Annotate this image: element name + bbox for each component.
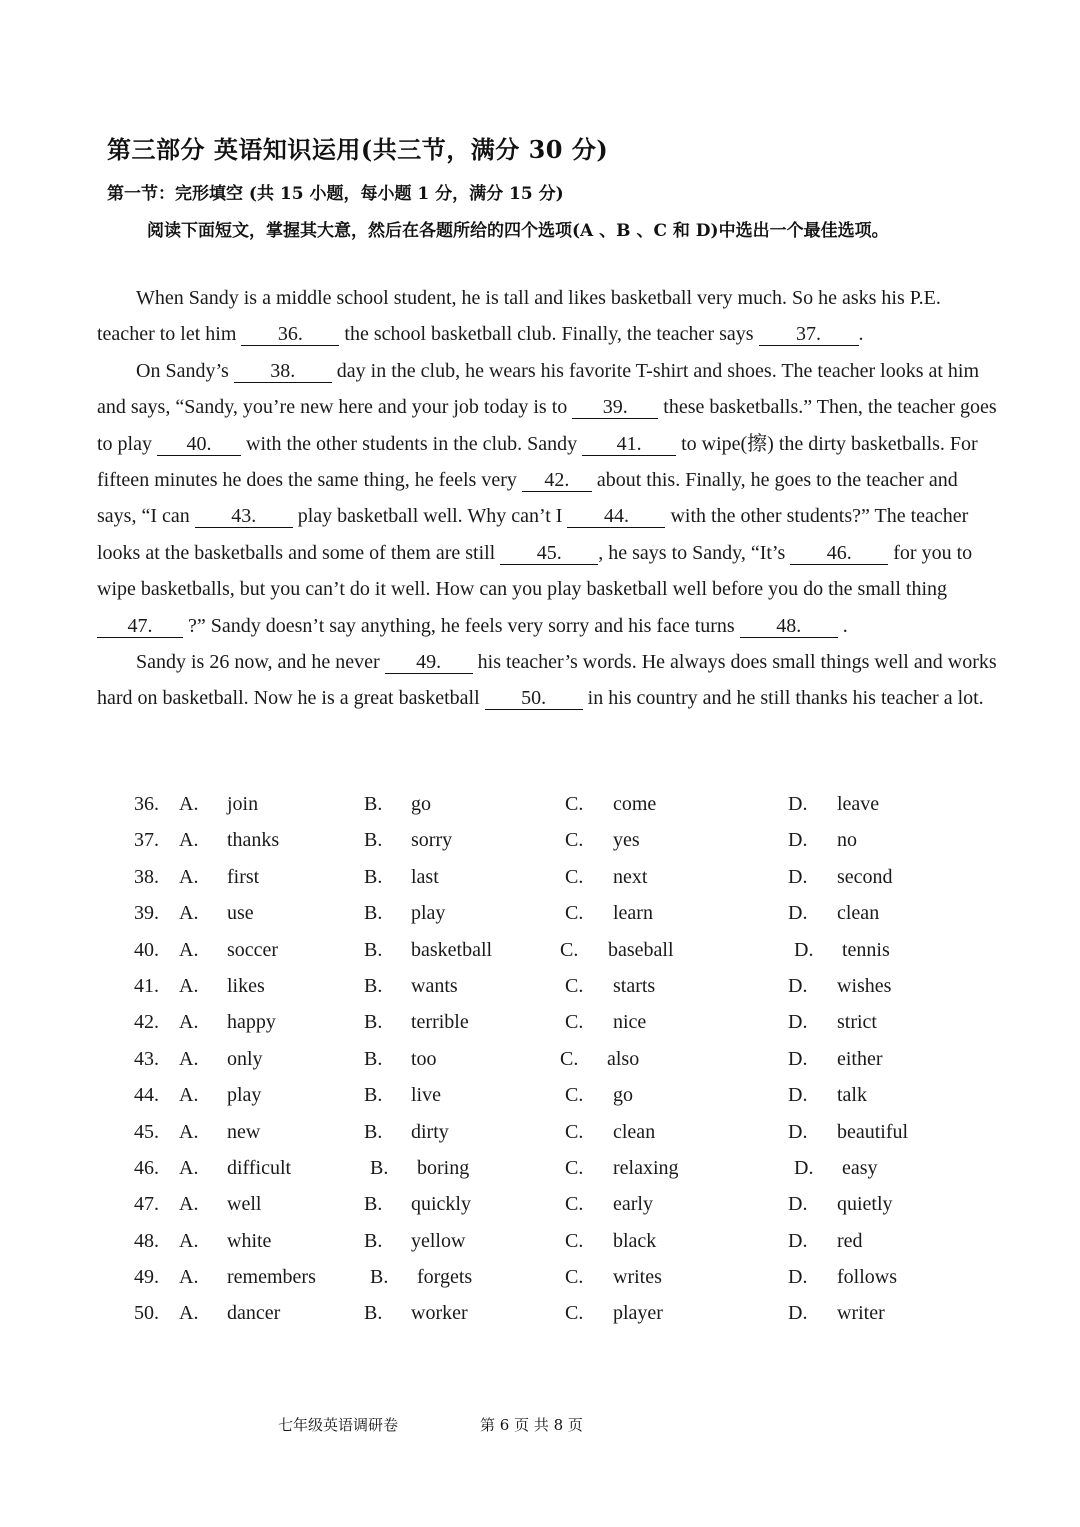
option-row (134, 1004, 954, 1040)
section-title: 第一节：完形填空 (共 15 小题，每小题 1 分，满分 15 分) (107, 184, 564, 204)
option-b: last (411, 865, 439, 888)
option-a: first (227, 865, 260, 888)
option-a: well (227, 1193, 262, 1216)
question-number: 36. (134, 793, 159, 815)
exam-name: 七年级英语调研卷 (278, 1416, 399, 1434)
blank-44: 44. (567, 505, 665, 528)
option-letter-d: D. (788, 1193, 808, 1216)
option-letter-a: A. (179, 938, 199, 961)
option-letter-b: B. (364, 1084, 383, 1107)
option-c: writes (613, 1266, 662, 1289)
option-c: yes (613, 829, 640, 852)
blank-39: 39. (572, 396, 658, 419)
option-letter-c: C. (565, 1084, 584, 1107)
option-letter-a: A. (179, 1302, 199, 1325)
option-letter-a: A. (179, 1120, 199, 1143)
option-a: dancer (227, 1302, 281, 1325)
option-c: clean (613, 1120, 656, 1143)
option-letter-a: A. (179, 1011, 199, 1034)
option-letter-b: B. (364, 793, 383, 815)
option-letter-d: D. (788, 1229, 808, 1252)
option-row (134, 1114, 954, 1150)
option-letter-c: C. (565, 1302, 584, 1325)
option-d: talk (837, 1084, 867, 1107)
option-letter-a: A. (179, 1156, 199, 1179)
option-letter-c: C. (565, 1120, 584, 1143)
option-d: red (837, 1229, 863, 1252)
option-row (134, 968, 954, 1004)
option-letter-c: C. (565, 974, 584, 997)
option-letter-d: D. (788, 1266, 808, 1289)
option-row (134, 895, 954, 931)
blank-49: 49. (385, 651, 473, 674)
option-a: white (227, 1229, 272, 1252)
option-row (134, 859, 954, 895)
part-title: 第三部分 英语知识运用(共三节，满分 30 分) (107, 135, 609, 164)
option-b: wants (411, 974, 458, 997)
option-letter-b: B. (364, 1193, 383, 1216)
option-letter-b: B. (364, 974, 383, 997)
option-b: boring (417, 1156, 470, 1179)
passage-text: his teacher’s words. He always does small things well and works hard on basketball. Now he is a great basketball (97, 651, 997, 710)
option-letter-a: A. (179, 974, 199, 997)
option-row (134, 822, 954, 858)
option-letter-b: B. (364, 938, 383, 961)
option-letter-d: D. (794, 1156, 814, 1179)
question-number: 44. (134, 1084, 159, 1107)
question-number: 42. (134, 1011, 159, 1034)
passage-text: . (858, 323, 864, 346)
option-row (134, 1077, 954, 1113)
option-d: leave (837, 793, 880, 815)
option-row (134, 932, 954, 968)
option-c: black (613, 1229, 657, 1252)
option-c: player (613, 1302, 663, 1325)
passage-text: When Sandy is a middle school student, he is tall and likes basketball very much. So he asks his P.E. teacher to let him (97, 287, 941, 346)
passage-text: the school basketball club. Finally, the teacher says (339, 323, 759, 346)
option-letter-b: B. (364, 1120, 383, 1143)
option-row (134, 1259, 954, 1295)
option-letter-c: C. (565, 1229, 584, 1252)
option-letter-c: C. (560, 938, 579, 961)
question-number: 48. (134, 1229, 159, 1252)
option-letter-a: A. (179, 829, 199, 852)
option-letter-d: D. (788, 1120, 808, 1143)
option-c: next (613, 865, 648, 888)
option-letter-d: D. (788, 1302, 808, 1325)
option-d: beautiful (837, 1120, 909, 1143)
option-letter-d: D. (788, 793, 808, 815)
option-letter-b: B. (364, 1011, 383, 1034)
option-b: quickly (411, 1193, 471, 1216)
passage-text: , he says to Sandy, “It’s (598, 541, 791, 564)
option-c: relaxing (613, 1156, 679, 1179)
option-letter-d: D. (788, 829, 808, 852)
question-number: 41. (134, 974, 159, 997)
option-letter-a: A. (179, 1229, 199, 1252)
passage-text: with the other students?” The teacher looks at the basketballs and some of them are still (97, 505, 969, 564)
question-number: 45. (134, 1120, 159, 1143)
passage-text: these basketballs.” Then, the teacher goes to play (97, 396, 997, 455)
passage-text: ?” Sandy doesn’t say anything, he feels very sorry and his face turns (183, 614, 740, 637)
option-b: basketball (411, 938, 493, 961)
option-c: go (613, 1084, 633, 1107)
option-a: play (227, 1084, 262, 1107)
option-d: easy (842, 1156, 878, 1179)
option-b: terrible (411, 1011, 469, 1034)
passage-text: with the other students in the club. Sandy (241, 432, 583, 455)
option-d: follows (837, 1266, 897, 1289)
option-row (134, 1223, 954, 1259)
option-b: go (411, 793, 431, 815)
passage-text: about this. Finally, he goes to the teacher and says, “I can (97, 469, 958, 528)
blank-47: 47. (97, 615, 183, 638)
option-b: play (411, 902, 446, 925)
option-letter-c: C. (565, 1011, 584, 1034)
option-letter-d: D. (788, 1047, 808, 1070)
page-footer (278, 1414, 583, 1435)
passage-text: day in the club, he wears his favorite T-shirt and shoes. The teacher looks at him and says, “Sandy, you’re new here and your job today is to (97, 359, 980, 419)
blank-41: 41. (582, 433, 676, 456)
option-c: come (613, 793, 657, 815)
option-letter-c: C. (565, 865, 584, 888)
option-a: only (227, 1047, 263, 1070)
option-d: no (837, 829, 857, 852)
passage-text: to wipe(擦) the dirty basketballs. For fifteen minutes he does the same thing, he feels very (97, 432, 978, 492)
option-a: soccer (227, 938, 279, 961)
question-number: 39. (134, 902, 159, 925)
option-d: either (837, 1047, 883, 1070)
option-a: difficult (227, 1156, 292, 1179)
option-row (134, 1295, 954, 1331)
option-row (134, 786, 954, 822)
option-d: tennis (842, 938, 890, 961)
option-a: use (227, 902, 254, 925)
answer-options (134, 786, 954, 1332)
question-number: 38. (134, 865, 159, 888)
passage-paragraph-2 (97, 353, 997, 644)
option-b: too (411, 1047, 437, 1070)
option-a: remembers (227, 1266, 316, 1289)
option-c: learn (613, 902, 653, 925)
question-number: 47. (134, 1193, 159, 1216)
option-letter-d: D. (788, 902, 808, 925)
option-letter-b: B. (370, 1266, 389, 1289)
page-number: 第 6 页 共 8 页 (480, 1416, 583, 1434)
option-letter-c: C. (560, 1047, 579, 1070)
option-letter-c: C. (565, 1193, 584, 1216)
question-number: 49. (134, 1266, 159, 1289)
blank-45: 45. (500, 542, 598, 565)
option-letter-d: D. (788, 1084, 808, 1107)
option-row (134, 1150, 954, 1186)
option-b: dirty (411, 1120, 449, 1143)
option-c: early (613, 1193, 653, 1216)
passage-text: Sandy is 26 now, and he never (136, 651, 385, 674)
option-letter-a: A. (179, 865, 199, 888)
option-letter-c: C. (565, 1156, 584, 1179)
passage-paragraph-3 (97, 644, 997, 717)
option-row (134, 1186, 954, 1222)
question-number: 37. (134, 829, 159, 852)
option-letter-c: C. (565, 1266, 584, 1289)
option-b: yellow (411, 1229, 466, 1252)
option-b: sorry (411, 829, 453, 852)
option-d: wishes (837, 974, 892, 997)
option-a: likes (227, 974, 265, 997)
option-letter-a: A. (179, 1266, 199, 1289)
option-a: join (227, 793, 259, 815)
instructions: 阅读下面短文，掌握其大意，然后在各题所给的四个选项(A 、B 、C 和 D)中选出一个最佳选项。 (147, 221, 889, 241)
passage-text: On Sandy’s (136, 359, 234, 382)
option-d: clean (837, 902, 880, 925)
option-d: strict (837, 1011, 877, 1034)
option-c: nice (613, 1011, 647, 1034)
option-letter-a: A. (179, 1047, 199, 1070)
blank-46: 46. (790, 542, 888, 565)
passage-text: for you to wipe basketballs, but you can’t do it well. How can you play basketball well before you do the small thing (97, 541, 973, 601)
option-letter-c: C. (565, 829, 584, 852)
option-letter-d: D. (788, 974, 808, 997)
option-letter-b: B. (364, 1047, 383, 1070)
question-number: 50. (134, 1302, 159, 1325)
passage-paragraph-1 (97, 280, 997, 353)
blank-36: 36. (241, 323, 339, 346)
option-letter-d: D. (794, 938, 814, 961)
option-row (134, 1041, 954, 1077)
option-a: happy (227, 1011, 276, 1034)
option-d: second (837, 865, 893, 888)
passage-text: play basketball well. Why can’t I (292, 505, 568, 528)
blank-40: 40. (157, 433, 241, 456)
blank-42: 42. (522, 469, 592, 492)
blank-48: 48. (740, 615, 838, 638)
question-number: 40. (134, 938, 159, 961)
option-letter-d: D. (788, 865, 808, 888)
option-letter-c: C. (565, 793, 584, 815)
option-d: writer (837, 1302, 885, 1325)
option-letter-b: B. (364, 1229, 383, 1252)
option-letter-b: B. (364, 902, 383, 925)
blank-37: 37. (759, 323, 859, 346)
option-letter-b: B. (364, 865, 383, 888)
option-letter-b: B. (364, 1302, 383, 1325)
option-b: forgets (417, 1266, 473, 1289)
option-letter-b: B. (364, 829, 383, 852)
option-a: new (227, 1120, 261, 1143)
option-c: starts (613, 974, 656, 997)
blank-43: 43. (195, 505, 293, 528)
option-letter-a: A. (179, 1084, 199, 1107)
option-letter-a: A. (179, 1193, 199, 1216)
option-c: baseball (608, 938, 674, 961)
option-d: quietly (837, 1193, 893, 1216)
option-letter-a: A. (179, 902, 199, 925)
option-a: thanks (227, 829, 280, 852)
blank-50: 50. (485, 687, 583, 710)
option-b: live (411, 1084, 441, 1107)
question-number: 43. (134, 1047, 159, 1070)
option-letter-d: D. (788, 1011, 808, 1034)
blank-38: 38. (234, 360, 332, 383)
question-number: 46. (134, 1156, 159, 1179)
passage-text: in his country and he still thanks his teacher a lot. (582, 687, 984, 710)
option-b: worker (411, 1302, 468, 1325)
option-c: also (607, 1047, 640, 1070)
passage-text: . (837, 614, 848, 637)
option-letter-a: A. (179, 793, 199, 815)
option-letter-b: B. (370, 1156, 389, 1179)
cloze-passage (97, 280, 997, 717)
option-letter-c: C. (565, 902, 584, 925)
